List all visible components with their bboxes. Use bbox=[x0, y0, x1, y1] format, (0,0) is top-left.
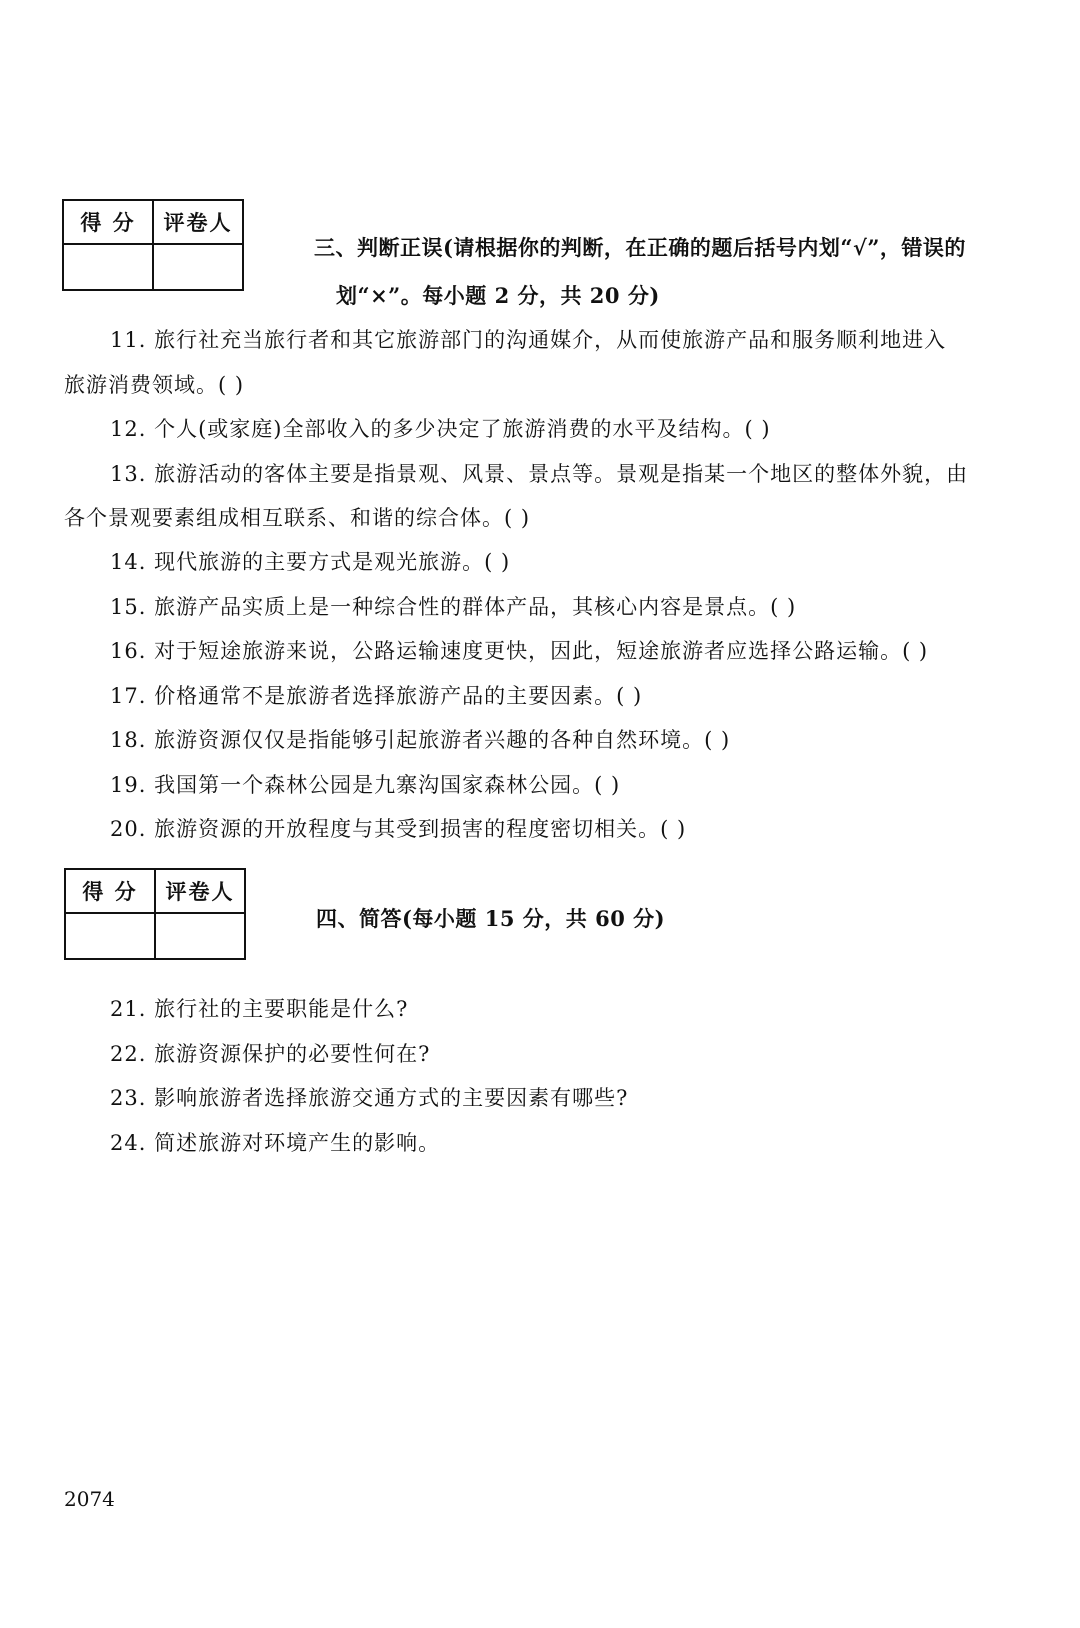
score-header-cell: 得 分 bbox=[63, 200, 153, 244]
grader-cell bbox=[153, 244, 243, 290]
question-21: 21. 旅行社的主要职能是什么? bbox=[110, 997, 409, 1021]
question-18: 18. 旅游资源仅仅是指能够引起旅游者兴趣的各种自然环境。( ) bbox=[110, 728, 731, 752]
question-23: 23. 影响旅游者选择旅游交通方式的主要因素有哪些? bbox=[110, 1086, 629, 1110]
question-19: 19. 我国第一个森林公园是九寨沟国家森林公园。( ) bbox=[110, 773, 621, 797]
score-table-section4 bbox=[64, 868, 246, 960]
section4-heading: 四、简答(每小题 15 分，共 60 分) bbox=[316, 906, 666, 931]
question-17: 17. 价格通常不是旅游者选择旅游产品的主要因素。( ) bbox=[110, 684, 643, 708]
question-20: 20. 旅游资源的开放程度与其受到损害的程度密切相关。( ) bbox=[110, 817, 687, 841]
question-15: 15. 旅游产品实质上是一种综合性的群体产品，其核心内容是景点。( ) bbox=[110, 595, 797, 619]
score-cell bbox=[63, 244, 153, 290]
grader-header-cell: 评卷人 bbox=[153, 200, 243, 244]
grader-cell bbox=[155, 913, 245, 959]
question-11-line1: 11. 旅行社充当旅行者和其它旅游部门的沟通媒介，从而使旅游产品和服务顺利地进入 bbox=[110, 328, 947, 352]
question-11-line2: 旅游消费领域。( ) bbox=[64, 373, 245, 397]
score-table-section3 bbox=[62, 199, 244, 291]
question-14: 14. 现代旅游的主要方式是观光旅游。( ) bbox=[110, 550, 511, 574]
section3-heading-line2: 划“×”。每小题 2 分，共 20 分) bbox=[336, 283, 660, 308]
question-12: 12. 个人(或家庭)全部收入的多少决定了旅游消费的水平及结构。( ) bbox=[110, 417, 771, 441]
question-13-line2: 各个景观要素组成相互联系、和谐的综合体。( ) bbox=[64, 506, 531, 530]
grader-header-cell: 评卷人 bbox=[155, 869, 245, 913]
score-header-cell: 得 分 bbox=[65, 869, 155, 913]
question-13-line1: 13. 旅游活动的客体主要是指景观、风景、景点等。景观是指某一个地区的整体外貌，由 bbox=[110, 462, 969, 486]
score-cell bbox=[65, 913, 155, 959]
question-16: 16. 对于短途旅游来说，公路运输速度更快，因此，短途旅游者应选择公路运输。( ) bbox=[110, 639, 929, 663]
page-number: 2074 bbox=[64, 1487, 115, 1511]
question-22: 22. 旅游资源保护的必要性何在? bbox=[110, 1042, 431, 1066]
section3-heading-line1: 三、判断正误(请根据你的判断，在正确的题后括号内划“√”，错误的 bbox=[314, 235, 966, 260]
question-24: 24. 简述旅游对环境产生的影响。 bbox=[110, 1131, 441, 1155]
